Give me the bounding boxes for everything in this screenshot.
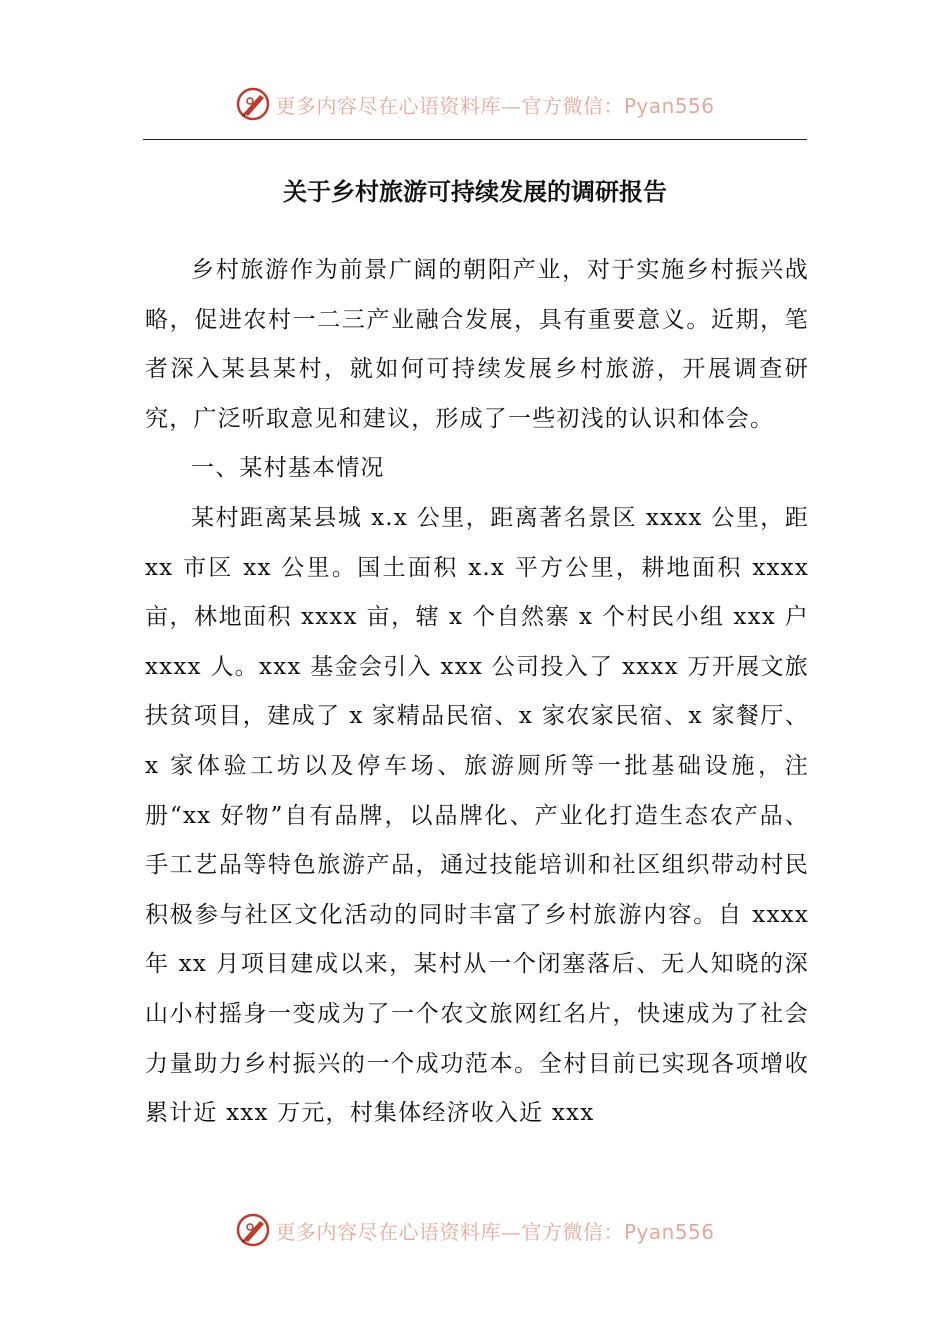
document-title: 关于乡村旅游可持续发展的调研报告 [283,178,667,206]
section-heading: 一、某村基本情况 [191,455,385,482]
watermark-text: 更多内容尽在心语资料库—官方微信：Pyan556 [275,1219,715,1244]
pen-logo-icon [235,1212,271,1248]
intro-paragraph: 乡村旅游作为前景广阔的朝阳产业，对于实施乡村振兴战略，促进农村一二三产业融合发展，具有重要意义。近期，笔者深入某县某村，就如何可持续发展乡村旅游，开展调查研究，广泛听取意见和建议，形成了一些初浅的认识和体会。 [145,257,809,432]
pen-logo-icon [235,86,271,122]
watermark-text: 更多内容尽在心语资料库—官方微信：Pyan556 [275,93,715,118]
page-header-watermark [0,82,950,126]
header-divider [143,139,807,140]
document-body [145,246,809,1139]
page-footer-watermark [0,1208,950,1252]
body-paragraph: 某村距离某县城 x.x 公里，距离著名景区 xxxx 公里，距 xx 市区 xx 公里。国土面积 x.x 平方公里，耕地面积 xxxx 亩，林地面积 xxxx 亩，辖 x 个自然寨 x 个村民小组 xxx 户 xxxx 人。xxx 基金会引入 xxx 公司投入了 xxxx 万开展文旅扶贫项目，建成了 x 家精品民宿、x 家农家民宿、x 家餐厅、x 家体验工坊以及停车场、旅游厕所等一批基础设施，注册“xx 好物”自有品牌，以品牌化、产业化打造生态农产品、手工艺品等特色旅游产品，通过技能培训和社区组织带动村民积极参与社区文化活动的同时丰富了乡村旅游内容。自 xxxx 年 xx 月项目建成以来，某村从一个闭塞落后、无人知晓的深山小村摇身一变成为了一个农文旅网红名片，快速成为了社会力量助力乡村振兴的一个成功范本。全村目前已实现各项增收累计近 xxx 万元，村集体经济收入近 xxx [145,504,809,1127]
